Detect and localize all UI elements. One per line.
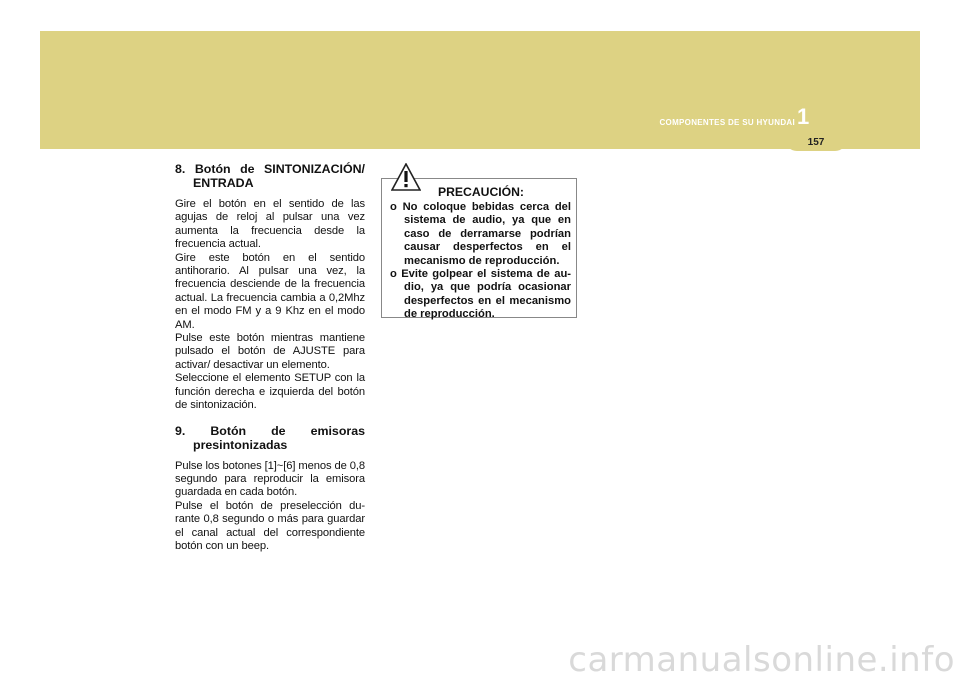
section-9 bbox=[175, 424, 365, 554]
page-number: 157 bbox=[807, 137, 825, 148]
paragraph: Seleccione el elemento SETUP con la función derecha e izquierda del botón de sintonización. bbox=[175, 372, 365, 412]
caution-item: o No coloque bebidas cerca del sistema de audio, ya que en caso de derramarse podrían causar desperfectos en el mecanismo de reproducción. bbox=[390, 201, 571, 267]
watermark: carmanualsonline.info bbox=[568, 640, 955, 680]
chapter-number: 1 bbox=[797, 104, 810, 129]
paragraph: Pulse el botón de preselección du-rante 0,8 segundo o más para guardar el canal actual del correspondiente botón con un beep. bbox=[175, 499, 365, 552]
section-9-title: 9. Botón de emisoras presintonizadas bbox=[175, 423, 365, 452]
paragraph: Gire este botón en el sentido antihorario. Al pulsar una vez, la frecuencia desciende de la frecuencia actual. La frecuencia cambia a 0,2Mhz en el modo FM y a 9 Khz en el modo AM. bbox=[175, 251, 365, 331]
header-band bbox=[40, 31, 920, 149]
section-8 bbox=[175, 162, 365, 413]
caution-box bbox=[381, 178, 577, 321]
caution-item: o Evite golpear el sistema de au-dio, ya que podría ocasionar desperfectos en el mecanismo de reproducción. bbox=[390, 268, 571, 321]
left-column bbox=[175, 162, 365, 553]
section-9-body bbox=[175, 460, 365, 554]
section-9-title-cont: presintonizadas bbox=[193, 437, 288, 452]
section-8-body bbox=[175, 198, 365, 413]
paragraph: Pulse los botones [1]~[6] menos de 0,8 segundo para reproducir la emisora guardada en cada botón. bbox=[175, 459, 365, 499]
section-8-title: 8. Botón de SINTONIZACIÓN/ ENTRADA bbox=[175, 162, 365, 190]
warning-triangle-icon bbox=[391, 163, 421, 191]
caution-title: PRECAUCIÓN: bbox=[438, 185, 524, 199]
paragraph: Pulse este botón mientras mantiene pulsado el botón de AJUSTE para activar/ desactivar un elemento. bbox=[175, 332, 365, 371]
section-8-title-cont: ENTRADA bbox=[193, 176, 254, 190]
paragraph: Gire el botón en el sentido de las agujas de reloj al pulsar una vez aumenta la frecuencia desde la frecuencia actual. bbox=[175, 198, 365, 251]
section-title: COMPONENTES DE SU HYUNDAI bbox=[659, 118, 795, 127]
